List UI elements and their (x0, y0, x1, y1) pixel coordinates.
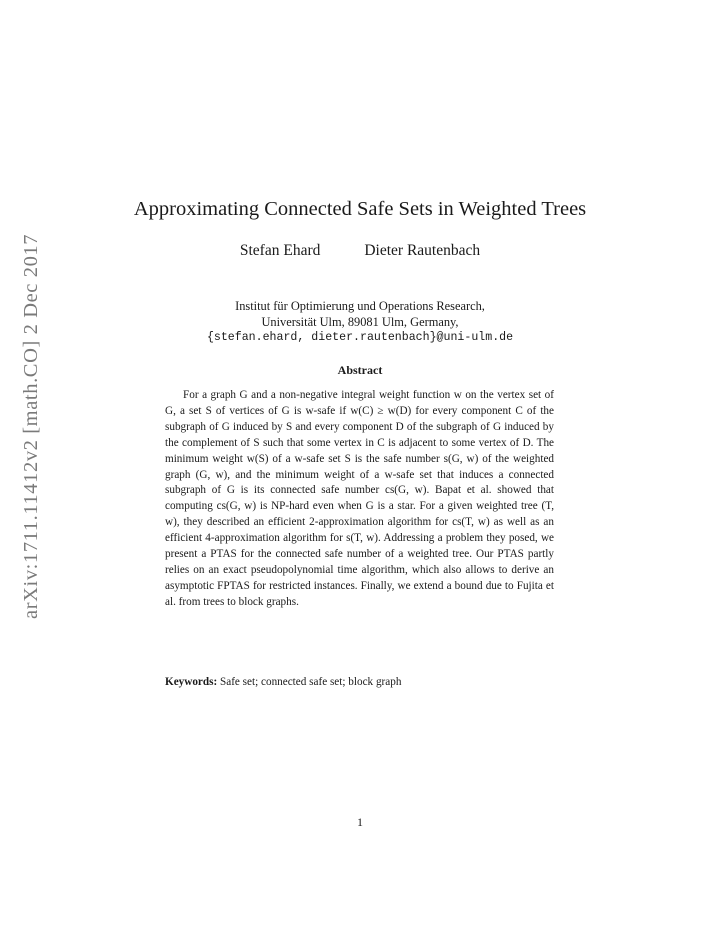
page-number: 1 (357, 815, 363, 829)
abstract-heading: Abstract (337, 363, 383, 377)
author-list (0, 242, 720, 260)
keywords-label: Keywords: (165, 676, 218, 688)
abstract-body: For a graph G and a non-negative integral weight function w on the vertex set of G, a set S of vertices of G is w-safe if w(C) ≥ w(D) for every component C of the subgraph of G induced by S and every component D of the subgraph of G induced by the complement of S such that some vertex in C is adjacent to some vertex of D. The minimum weight w(S) of a w-safe set S is the safe number s(G, w) of the weighted graph (G, w), and the minimum weight of a w-safe set that induces a connected subgraph of G is its connected safe number cs(G, w). Bapat et al. showed that computing cs(G, w) is NP-hard even when G is a star. For a given weighted tree (T, w), they described an efficient 2-approximation algorithm for cs(T, w) as well as an efficient 4-approximation algorithm for s(T, w). Addressing a problem they posed, we present a PTAS for the connected safe number of a weighted tree. Our PTAS partly relies on an exact pseudopolynomial time algorithm, which also allows to derive an asymptotic FPTAS for restricted instances. Finally, we extend a bound due to Fujita et al. from trees to block graphs. (165, 389, 554, 608)
affiliation (0, 298, 720, 346)
paper-title: Approximating Connected Safe Sets in Weighted Trees (133, 198, 587, 220)
arxiv-identifier: arXiv:1711.11412v2 [math.CO] 2 Dec 2017 (20, 233, 42, 619)
keywords (165, 676, 565, 688)
author-name: Dieter Rautenbach (364, 242, 481, 259)
keywords-list: Safe set; connected safe set; block graph (220, 676, 402, 688)
affiliation-address: Universität Ulm, 89081 Ulm, Germany, (261, 315, 459, 329)
affiliation-institute: Institut für Optimierung und Operations Research, (235, 299, 485, 313)
author-email: {stefan.ehard, dieter.rautenbach}@uni-ulm.de (206, 331, 514, 344)
author-name: Stefan Ehard (239, 242, 321, 259)
